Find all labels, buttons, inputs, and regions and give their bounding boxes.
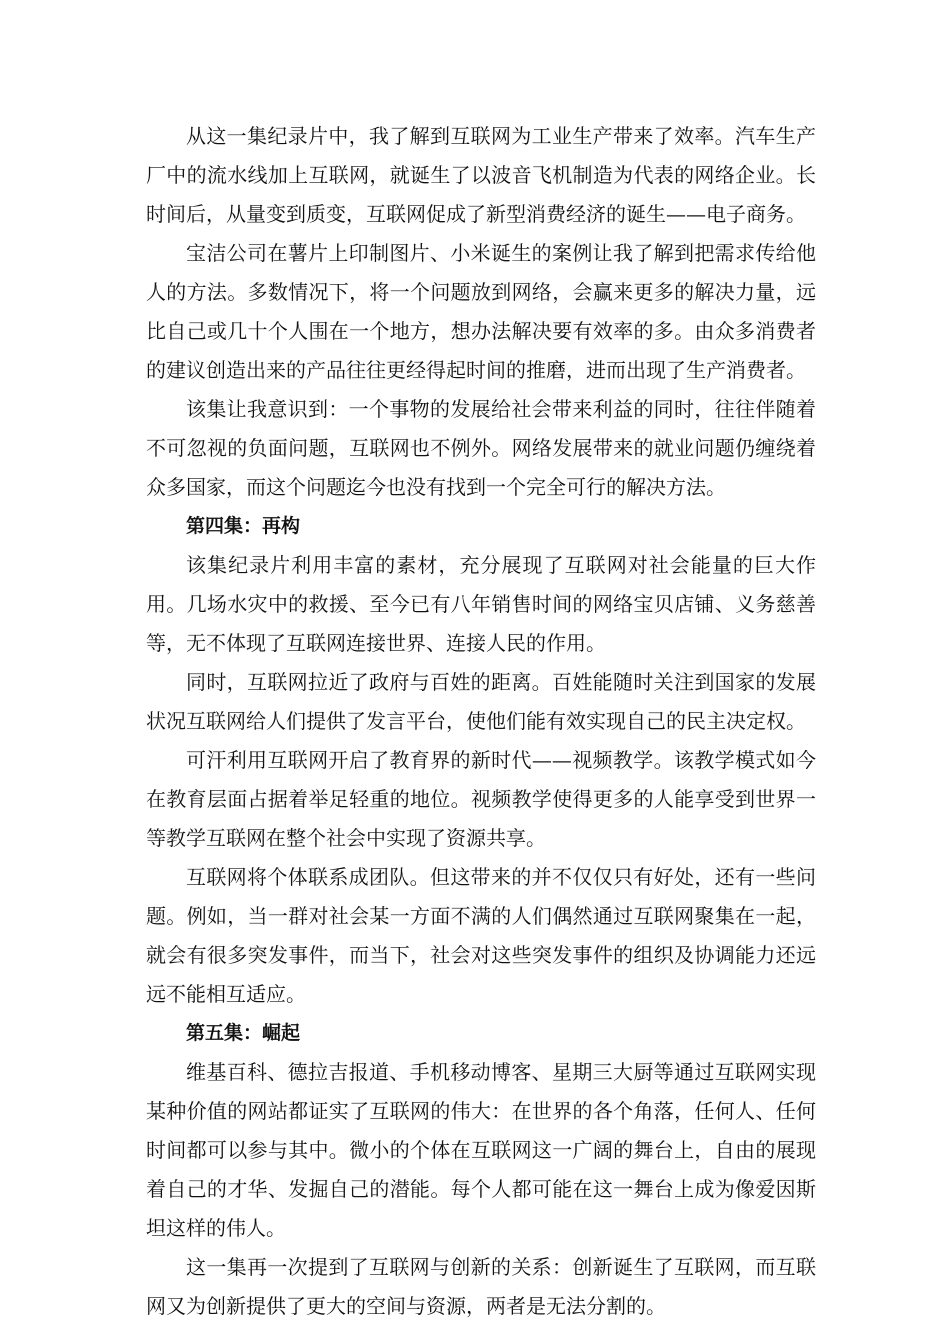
paragraph-khan-education: 可汗利用互联网开启了教育界的新时代——视频教学。该教学模式如今在教育层面占据着举足轻重的地位。视频教学使得更多的人能享受到世界一等教学互联网在整个社会中实现了资源共享。 (146, 748, 816, 850)
heading-episode-5: 第五集：崛起 (186, 1022, 301, 1044)
paragraph-teams: 互联网将个体联系成团队。但这带来的并不仅仅只有好处，还有一些问题。例如，当一群对社会某一方面不满的人们偶然通过互联网聚集在一起，就会有很多突发事件，而当下，社会对这些突发事件的组织及协调能力还远远不能相互适应。 (146, 865, 816, 1006)
paragraph-pg-xiaomi: 宝洁公司在薯片上印制图片、小米诞生的案例让我了解到把需求传给他人的方法。多数情况下，将一个问题放到网络，会赢来更多的解决力量，远比自己或几十个人围在一个地方，想办法解决要有效率的多。由众多消费者的建议创造出来的产品往往更经得起时间的推磨，进而出现了生产消费者。 (146, 241, 816, 382)
document-body (146, 117, 816, 1326)
paragraph-innovation: 这一集再一次提到了互联网与创新的关系：创新诞生了互联网，而互联网又为创新提供了更大的空间与资源，两者是无法分割的。 (146, 1255, 816, 1318)
paragraph-efficiency: 从这一集纪录片中，我了解到互联网为工业生产带来了效率。汽车生产厂中的流水线加上互联网，就诞生了以波音飞机制造为代表的网络企业。长时间后，从量变到质变，互联网促成了新型消费经济的诞生——电子商务。 (146, 124, 816, 226)
paragraph-social-energy: 该集纪录片利用丰富的素材，充分展现了互联网对社会能量的巨大作用。几场水灾中的救援、至今已有八年销售时间的网络宝贝店铺、义务慈善等，无不体现了互联网连接世界、连接人民的作用。 (146, 553, 816, 655)
heading-episode-4: 第四集：再构 (186, 515, 301, 537)
paragraph-negative-issues: 该集让我意识到：一个事物的发展给社会带来利益的同时，往往伴随着不可忽视的负面问题，互联网也不例外。网络发展带来的就业问题仍缠绕着众多国家，而这个问题迄今也没有找到一个完全可行的解决方法。 (146, 397, 816, 499)
paragraph-government: 同时，互联网拉近了政府与百姓的距离。百姓能随时关注到国家的发展状况互联网给人们提供了发言平台，使他们能有效实现自己的民主决定权。 (146, 670, 816, 733)
paragraph-websites: 维基百科、德拉吉报道、手机移动博客、星期三大厨等通过互联网实现某种价值的网站都证实了互联网的伟大：在世界的各个角落，任何人、任何时间都可以参与其中。微小的个体在互联网这一广阔的舞台上，自由的展现着自己的才华、发掘自己的潜能。每个人都可能在这一舞台上成为像爱因斯坦这样的伟人。 (146, 1060, 816, 1240)
